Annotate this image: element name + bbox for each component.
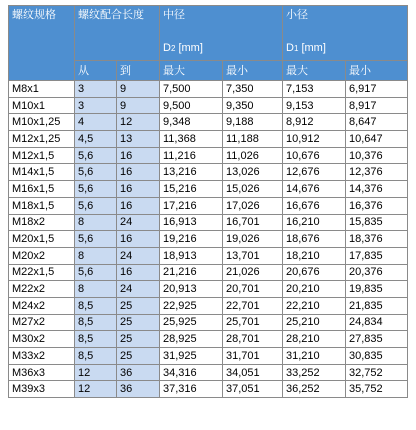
- cell-mid-max: 19,216: [160, 231, 223, 248]
- cell-to: 16: [117, 164, 160, 181]
- cell-mid-max: 13,216: [160, 164, 223, 181]
- cell-spec: M10x1,25: [9, 114, 75, 131]
- cell-minor-min: 10,647: [346, 131, 408, 148]
- cell-spec: M22x2: [9, 281, 75, 298]
- cell-from: 8,5: [75, 297, 117, 314]
- cell-spec: M18x2: [9, 214, 75, 231]
- cell-spec: M20x2: [9, 247, 75, 264]
- cell-mid-min: 16,701: [223, 214, 283, 231]
- cell-minor-min: 10,376: [346, 147, 408, 164]
- thread-spec-table: [8, 5, 408, 398]
- cell-minor-max: 9,153: [283, 97, 346, 114]
- cell-from: 5,6: [75, 264, 117, 281]
- cell-minor-max: 20,210: [283, 281, 346, 298]
- cell-minor-max: 8,912: [283, 114, 346, 131]
- table-row: [9, 197, 408, 214]
- cell-spec: M12x1,5: [9, 147, 75, 164]
- table-row: [9, 147, 408, 164]
- cell-minor-max: 25,210: [283, 314, 346, 331]
- cell-minor-max: 7,153: [283, 81, 346, 98]
- cell-from: 8,5: [75, 331, 117, 348]
- header-row-top: [9, 6, 408, 61]
- col-header-spec: 螺纹规格: [9, 6, 75, 81]
- cell-minor-min: 16,376: [346, 197, 408, 214]
- table-row: [9, 331, 408, 348]
- cell-from: 5,6: [75, 147, 117, 164]
- cell-minor-min: 30,835: [346, 348, 408, 365]
- cell-spec: M39x3: [9, 381, 75, 398]
- cell-minor-max: 10,912: [283, 131, 346, 148]
- cell-mid-max: 22,925: [160, 297, 223, 314]
- cell-spec: M27x2: [9, 314, 75, 331]
- cell-minor-min: 20,376: [346, 264, 408, 281]
- cell-from: 5,6: [75, 181, 117, 198]
- cell-minor-min: 12,376: [346, 164, 408, 181]
- table-row: [9, 264, 408, 281]
- cell-mid-max: 17,216: [160, 197, 223, 214]
- col-header-to: 到: [117, 61, 160, 81]
- cell-mid-min: 7,350: [223, 81, 283, 98]
- cell-mid-max: 31,925: [160, 348, 223, 365]
- table-row: [9, 164, 408, 181]
- cell-mid-min: 9,188: [223, 114, 283, 131]
- cell-to: 36: [117, 381, 160, 398]
- cell-to: 12: [117, 114, 160, 131]
- cell-mid-max: 9,500: [160, 97, 223, 114]
- cell-minor-max: 16,210: [283, 214, 346, 231]
- cell-spec: M8x1: [9, 81, 75, 98]
- cell-mid-min: 19,026: [223, 231, 283, 248]
- table-row: [9, 281, 408, 298]
- cell-from: 3: [75, 97, 117, 114]
- col-header-mid-max: 最大: [160, 61, 223, 81]
- cell-minor-min: 8,917: [346, 97, 408, 114]
- cell-mid-max: 7,500: [160, 81, 223, 98]
- cell-minor-max: 14,676: [283, 181, 346, 198]
- cell-minor-min: 18,376: [346, 231, 408, 248]
- cell-mid-max: 28,925: [160, 331, 223, 348]
- cell-mid-min: 37,051: [223, 381, 283, 398]
- cell-to: 9: [117, 81, 160, 98]
- table-row: [9, 81, 408, 98]
- col-header-mid: [160, 6, 283, 61]
- cell-mid-max: 16,913: [160, 214, 223, 231]
- cell-to: 36: [117, 364, 160, 381]
- table-row: [9, 181, 408, 198]
- cell-spec: M24x2: [9, 297, 75, 314]
- cell-minor-max: 12,676: [283, 164, 346, 181]
- cell-from: 5,6: [75, 197, 117, 214]
- cell-from: 5,6: [75, 231, 117, 248]
- cell-mid-min: 25,701: [223, 314, 283, 331]
- cell-mid-min: 15,026: [223, 181, 283, 198]
- cell-mid-min: 34,051: [223, 364, 283, 381]
- cell-to: 16: [117, 231, 160, 248]
- cell-minor-min: 24,834: [346, 314, 408, 331]
- cell-mid-min: 9,350: [223, 97, 283, 114]
- col-header-length: 螺纹配合长度: [75, 6, 160, 61]
- cell-minor-min: 35,752: [346, 381, 408, 398]
- cell-minor-min: 8,647: [346, 114, 408, 131]
- cell-to: 16: [117, 197, 160, 214]
- cell-mid-max: 15,216: [160, 181, 223, 198]
- cell-to: 16: [117, 181, 160, 198]
- table-row: [9, 97, 408, 114]
- col-header-minor: [283, 6, 408, 61]
- cell-from: 12: [75, 364, 117, 381]
- cell-to: 9: [117, 97, 160, 114]
- cell-spec: M12x1,25: [9, 131, 75, 148]
- cell-spec: M14x1,5: [9, 164, 75, 181]
- cell-from: 4,5: [75, 131, 117, 148]
- cell-minor-min: 27,835: [346, 331, 408, 348]
- table-row: [9, 297, 408, 314]
- cell-spec: M30x2: [9, 331, 75, 348]
- minor-unit: D1 [mm]: [286, 42, 326, 54]
- cell-from: 4: [75, 114, 117, 131]
- table-row: [9, 348, 408, 365]
- table-body: [9, 81, 408, 398]
- cell-spec: M20x1,5: [9, 231, 75, 248]
- cell-to: 24: [117, 281, 160, 298]
- cell-minor-min: 15,835: [346, 214, 408, 231]
- cell-from: 3: [75, 81, 117, 98]
- cell-from: 5,6: [75, 164, 117, 181]
- cell-mid-min: 31,701: [223, 348, 283, 365]
- cell-to: 25: [117, 314, 160, 331]
- cell-from: 8: [75, 281, 117, 298]
- cell-minor-min: 32,752: [346, 364, 408, 381]
- cell-mid-min: 20,701: [223, 281, 283, 298]
- cell-mid-min: 13,026: [223, 164, 283, 181]
- cell-minor-min: 21,835: [346, 297, 408, 314]
- cell-mid-max: 21,216: [160, 264, 223, 281]
- cell-mid-min: 17,026: [223, 197, 283, 214]
- cell-mid-max: 11,216: [160, 147, 223, 164]
- cell-spec: M22x1,5: [9, 264, 75, 281]
- table-row: [9, 314, 408, 331]
- cell-minor-max: 20,676: [283, 264, 346, 281]
- cell-mid-max: 20,913: [160, 281, 223, 298]
- cell-mid-max: 37,316: [160, 381, 223, 398]
- cell-spec: M36x3: [9, 364, 75, 381]
- mid-title: 中径: [163, 9, 185, 21]
- cell-mid-max: 11,368: [160, 131, 223, 148]
- cell-minor-min: 19,835: [346, 281, 408, 298]
- cell-minor-max: 31,210: [283, 348, 346, 365]
- cell-from: 8: [75, 247, 117, 264]
- cell-minor-min: 14,376: [346, 181, 408, 198]
- cell-minor-min: 17,835: [346, 247, 408, 264]
- cell-mid-min: 11,026: [223, 147, 283, 164]
- cell-from: 8,5: [75, 314, 117, 331]
- col-header-mid-min: 最小: [223, 61, 283, 81]
- cell-minor-max: 16,676: [283, 197, 346, 214]
- cell-to: 25: [117, 331, 160, 348]
- cell-spec: M33x2: [9, 348, 75, 365]
- cell-from: 8: [75, 214, 117, 231]
- cell-mid-max: 34,316: [160, 364, 223, 381]
- cell-minor-max: 33,252: [283, 364, 346, 381]
- cell-to: 25: [117, 297, 160, 314]
- table-row: [9, 214, 408, 231]
- cell-to: 24: [117, 214, 160, 231]
- table-row: [9, 114, 408, 131]
- table-row: [9, 247, 408, 264]
- cell-spec: M18x1,5: [9, 197, 75, 214]
- cell-spec: M16x1,5: [9, 181, 75, 198]
- cell-mid-min: 22,701: [223, 297, 283, 314]
- cell-minor-max: 18,210: [283, 247, 346, 264]
- cell-from: 8,5: [75, 348, 117, 365]
- table-row: [9, 381, 408, 398]
- cell-minor-max: 18,676: [283, 231, 346, 248]
- cell-to: 25: [117, 348, 160, 365]
- mid-unit: D2 [mm]: [163, 42, 203, 54]
- cell-spec: M10x1: [9, 97, 75, 114]
- cell-mid-max: 25,925: [160, 314, 223, 331]
- cell-to: 24: [117, 247, 160, 264]
- cell-to: 16: [117, 264, 160, 281]
- cell-mid-min: 28,701: [223, 331, 283, 348]
- table-row: [9, 131, 408, 148]
- cell-minor-min: 6,917: [346, 81, 408, 98]
- cell-minor-max: 28,210: [283, 331, 346, 348]
- cell-minor-max: 22,210: [283, 297, 346, 314]
- cell-from: 12: [75, 381, 117, 398]
- minor-title: 小径: [286, 9, 308, 21]
- cell-to: 13: [117, 131, 160, 148]
- cell-mid-min: 11,188: [223, 131, 283, 148]
- col-header-minor-min: 最小: [346, 61, 408, 81]
- cell-minor-max: 36,252: [283, 381, 346, 398]
- cell-mid-max: 18,913: [160, 247, 223, 264]
- cell-mid-min: 21,026: [223, 264, 283, 281]
- cell-mid-min: 13,701: [223, 247, 283, 264]
- cell-mid-max: 9,348: [160, 114, 223, 131]
- col-header-from: 从: [75, 61, 117, 81]
- col-header-minor-max: 最大: [283, 61, 346, 81]
- cell-to: 16: [117, 147, 160, 164]
- cell-minor-max: 10,676: [283, 147, 346, 164]
- table-row: [9, 231, 408, 248]
- table-row: [9, 364, 408, 381]
